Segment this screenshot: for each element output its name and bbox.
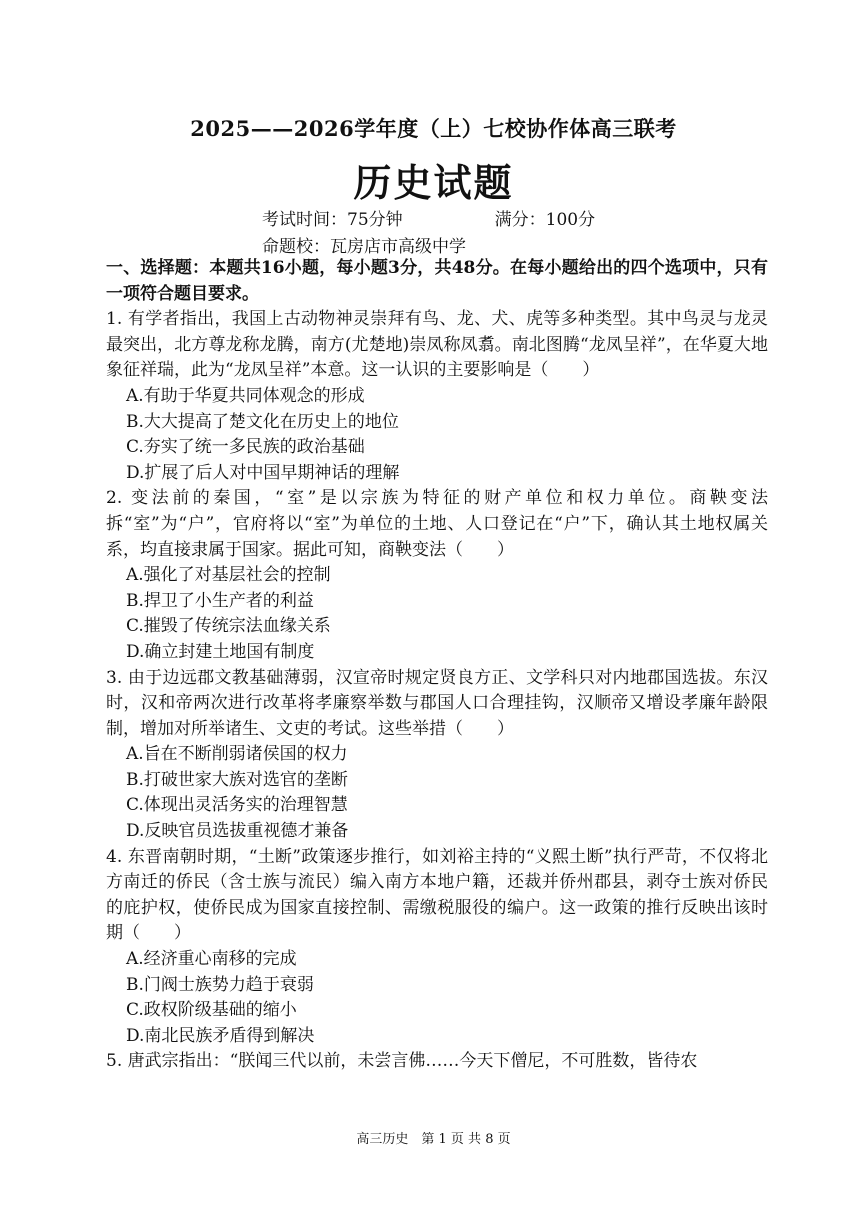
exam-title: 2025——2026学年度（上）七校协作体高三联考 xyxy=(190,116,677,141)
option-d: D.扩展了后人对中国早期神话的理解 xyxy=(126,462,400,483)
option-a: A.经济重心南移的完成 xyxy=(126,949,297,970)
question-stem: 1. 有学者指出，我国上古动物神灵崇拜有鸟、龙、犬、虎等多种类型。其中鸟灵与龙灵最突出，北方尊龙称龙腾，南方(尤楚地)崇凤称凤翥。南北图腾“龙凤呈祥”，在华夏大地象征祥瑞，此为“龙凤呈祥”本意。这一认识的主要影响是（ ） xyxy=(106,309,768,381)
question-1 xyxy=(106,307,768,486)
question-2 xyxy=(106,486,768,665)
option-c: C.夯实了统一多民族的政治基础 xyxy=(126,437,365,458)
page-footer: 高三历史 第 1 页 共 8 页 xyxy=(356,1132,511,1147)
option-a: A.强化了对基层社会的控制 xyxy=(126,565,331,586)
exam-meta xyxy=(262,205,595,230)
question-5 xyxy=(106,1049,768,1075)
option-d: D.南北民族矛盾得到解决 xyxy=(126,1025,315,1046)
option-b: B.打破世家大族对选官的垄断 xyxy=(126,769,348,790)
option-a: A.有助于华夏共同体观念的形成 xyxy=(126,385,365,406)
option-c: C.体现出灵活务实的治理智慧 xyxy=(126,795,348,816)
option-b: B.大大提高了楚文化在历史上的地位 xyxy=(126,411,399,432)
full-score: 满分：100分 xyxy=(494,210,596,230)
option-b: B.门阀士族势力趋于衰弱 xyxy=(126,974,314,995)
setting-school: 命题校：瓦房店市高级中学 xyxy=(262,237,466,257)
option-b: B.捍卫了小生产者的利益 xyxy=(126,590,314,611)
option-d: D.确立封建土地国有制度 xyxy=(126,641,315,662)
question-stem: 4. 东晋南朝时期，“土断”政策逐步推行，如刘裕主持的“义熙土断”执行严苛，不仅将北方南迁的侨民（含士族与流民）编入南方本地户籍，还裁并侨州郡县，剥夺士族对侨民的庇护权，使侨民成为国家直接控制、需缴税服役的编户。这一政策的推行反映出该时期（ ） xyxy=(106,846,768,944)
subject-title: 历史试题 xyxy=(353,160,514,205)
question-stem: 3. 由于边远郡文教基础薄弱，汉宣帝时规定贤良方正、文学科只对内地郡国选拔。东汉时，汉和帝两次进行改革将孝廉察举数与郡国人口合理挂钩，汉顺帝又增设孝廉年龄限制，增加对所举诸生、文吏的考试。这些举措（ ） xyxy=(106,667,768,739)
exam-time: 考试时间：75分钟 xyxy=(262,210,403,230)
question-3 xyxy=(106,666,768,845)
option-d: D.反映官员选拔重视德才兼备 xyxy=(126,821,349,842)
option-c: C.政权阶级基础的缩小 xyxy=(126,1000,297,1021)
option-c: C.摧毁了传统宗法血缘关系 xyxy=(126,616,331,637)
question-stem: 5. 唐武宗指出：“朕闻三代以前，未尝言佛……今天下僧尼，不可胜数，皆待农 xyxy=(106,1051,698,1072)
question-4 xyxy=(106,845,768,1050)
option-a: A.旨在不断削弱诸侯国的权力 xyxy=(126,744,348,765)
question-content xyxy=(106,256,768,1075)
section-heading: 一、选择题：本题共16小题，每小题3分，共48分。在每小题给出的四个选项中，只有一项符合题目要求。 xyxy=(106,258,768,304)
question-stem: 2. 变法前的秦国，“室”是以宗族为特征的财产单位和权力单位。商鞅变法拆“室”为“户”，官府将以“室”为单位的土地、人口登记在“户”下，确认其土地权属关系，均直接隶属于国家。据此可知，商鞅变法（ ） xyxy=(106,488,768,560)
